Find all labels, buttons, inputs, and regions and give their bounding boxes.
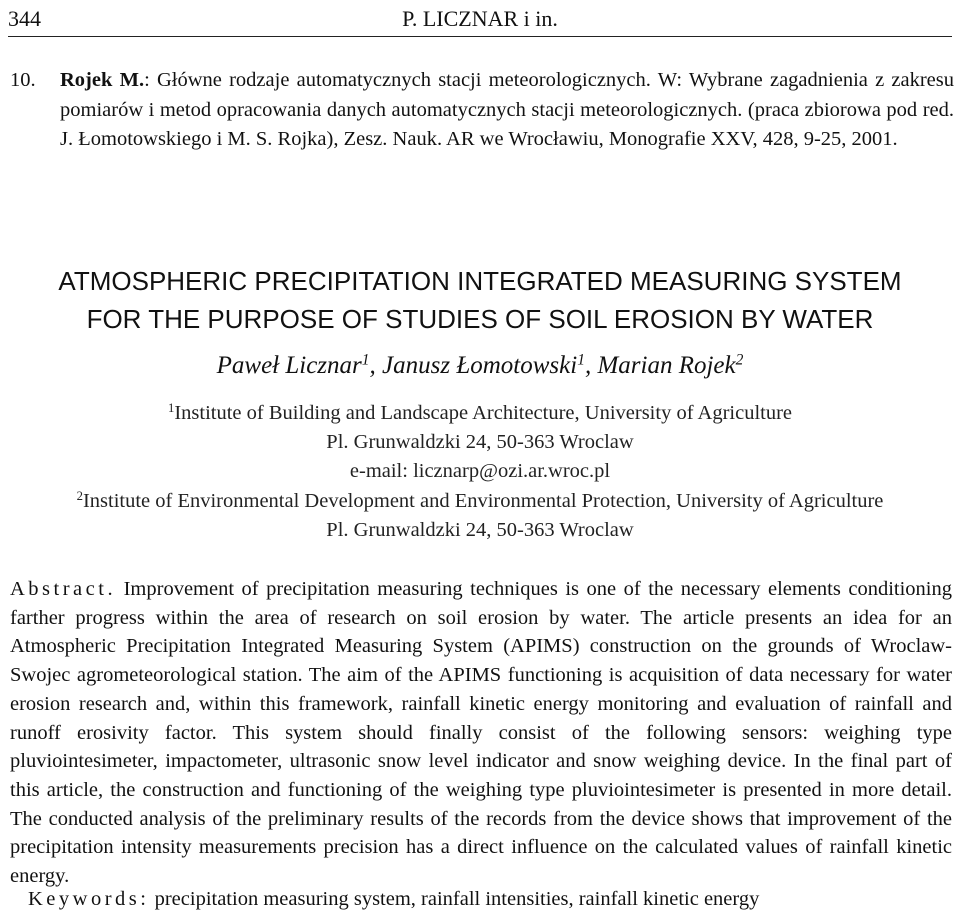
affiliation-2-name <box>0 487 960 516</box>
page-header <box>8 6 952 34</box>
header-rule <box>8 36 952 37</box>
article-title <box>0 262 960 338</box>
author-affiliation-marker: 1 <box>361 351 370 369</box>
title-line-1: ATMOSPHERIC PRECIPITATION INTEGRATED MEASURING SYSTEM <box>58 266 902 296</box>
author-name: Janusz Łomotowski <box>382 352 578 379</box>
author-list <box>0 350 960 382</box>
abstract-label: Abstract. <box>10 578 117 600</box>
author-affiliation-marker: 2 <box>735 351 744 369</box>
affiliation-2-address: Pl. Grunwaldzki 24, 50-363 Wroclaw <box>326 519 634 541</box>
reference-author: Rojek M. <box>60 69 145 91</box>
affiliation-marker: 1 <box>167 401 175 416</box>
author-name: Marian Rojek <box>597 352 736 379</box>
author-affiliation-marker: 1 <box>577 351 585 369</box>
keywords-text: precipitation measuring system, rainfall intensities, rainfall kinetic energy <box>149 888 760 910</box>
abstract <box>10 575 952 891</box>
title-line-2: FOR THE PURPOSE OF STUDIES OF SOIL EROSION BY WATER <box>86 304 874 334</box>
keywords <box>28 885 953 913</box>
keywords-label: Keywords: <box>28 888 150 910</box>
affiliation-1 <box>0 399 960 486</box>
page-number: 344 <box>8 6 41 31</box>
affiliation-1-address: Pl. Grunwaldzki 24, 50-363 Wroclaw <box>326 431 634 453</box>
reference-text: : Główne rodzaje automatycznych stacji meteorologicznych. W: Wybrane zagadnienia z zakresu pomiarów i metod opracowania danych automatycznych stacji meteorologicznych. (praca zbiorowa pod red. J. Łomotowskiego i M. S. Rojka), Zesz. Nauk. AR we Wrocławiu, Monografie XXV, 428, 9-25, 2001. <box>60 69 954 150</box>
affiliation-name: Institute of Environmental Development and Environmental Protection, University of Agriculture <box>82 490 884 512</box>
running-head: P. LICZNAR i in. <box>402 6 558 31</box>
affiliation-marker: 2 <box>76 489 83 504</box>
affiliation-1-name <box>0 399 960 428</box>
reference-body <box>60 66 954 155</box>
affiliation-name: Institute of Building and Landscape Architecture, University of Agriculture <box>174 402 793 424</box>
affiliation-2 <box>0 487 960 545</box>
abstract-text: Improvement of precipitation measuring techniques is one of the necessary elements conditioning farther progress within the area of research on soil erosion by water. The article presents an idea for an Atmospheric Precipitation Integrated Measuring System (APIMS) construction on the grounds of Wroclaw-Swojec agrometeorological station. The aim of the APIMS functioning is acquisition of data necessary for water erosion research and, within this framework, rainfall kinetic energy monitoring and evaluation of rainfall and runoff erosivity factor. This system should finally consist of the following sensors: weighing type pluviointesimeter, impactometer, ultrasonic snow level indicator and snow weighing device. In the final part of this article, the construction and functioning of the weighing type pluviointesimeter is presented in more detail. The conducted analysis of the preliminary results of the records from the device shows that improvement of the precipitation intensity measurements precision has a direct influence on the calculated values of rainfall kinetic energy. <box>10 578 952 888</box>
affiliation-1-email: e-mail: licznarp@ozi.ar.wroc.pl <box>349 460 611 482</box>
author-separator: , <box>369 352 383 379</box>
author-separator: , <box>584 352 598 379</box>
author-name: Paweł Licznar <box>216 352 362 379</box>
reference-entry <box>10 66 954 155</box>
reference-number: 10. <box>10 69 36 91</box>
